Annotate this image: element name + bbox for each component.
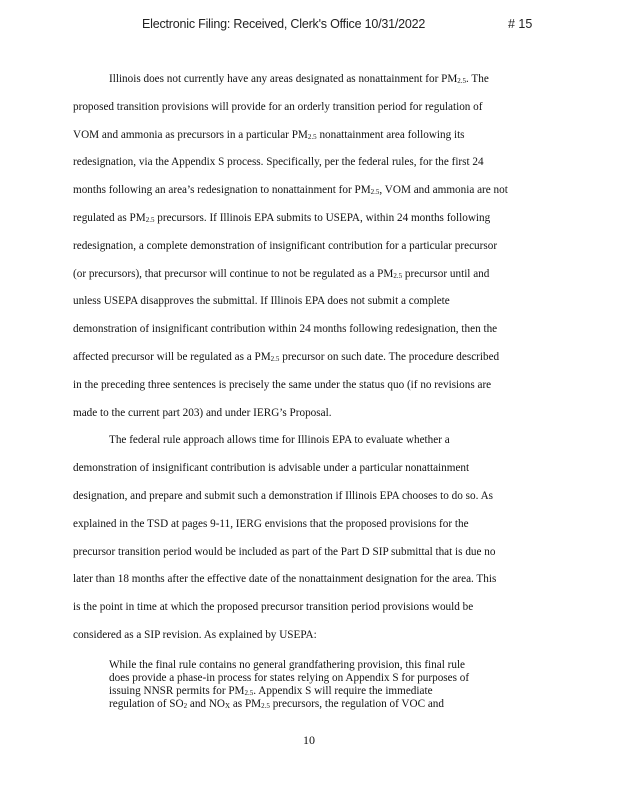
paragraph-line: affected precursor will be regulated as a $PM_{2.5}$ precursor on such date. The procedure described [73, 350, 500, 363]
paragraph-line: unless USEPA disapproves the submittal. If Illinois EPA does not submit a complete [73, 295, 450, 308]
paragraph-line: proposed transition provisions will provide for an orderly transition period for regulation of [73, 100, 483, 113]
filing-stamp: Electronic Filing: Received, Clerk's Office 10/31/2022 [142, 17, 426, 31]
paragraph-line: VOM and ammonia as precursors in a particular $PM_{2.5}$ nonattainment area following its [73, 128, 465, 141]
quote-line: issuing NNSR permits for $PM_{2.5}$. Appendix S will require the immediate [109, 685, 433, 697]
paragraph-line: later than 18 months after the effective date of the nonattainment designation for the area. This [73, 573, 497, 586]
paragraph-line: considered as a SIP revision. As explained by USEPA: [73, 628, 317, 641]
paragraph-line: demonstration of insignificant contribution within 24 months following redesignation, then the [73, 323, 498, 336]
quote-line: While the final rule contains no general grandfathering provision, this final rule [109, 659, 466, 671]
paragraph-line: The federal rule approach allows time for Illinois EPA to evaluate whether a [109, 434, 450, 447]
body-text [73, 72, 549, 656]
paragraph-line: (or precursors), that precursor will continue to not be regulated as a $PM_{2.5}$ precursor until and [73, 267, 490, 280]
paragraph-line: redesignation, a complete demonstration of insignificant contribution for a particular precursor [73, 239, 498, 252]
paragraph-line: in the preceding three sentences is precisely the same under the status quo (if no revisions are [73, 378, 492, 391]
paragraph-line: precursor transition period would be included as part of the Part D SIP submittal that is due no [73, 545, 496, 558]
document-number: # 15 [508, 17, 533, 31]
paragraph-line: months following an area’s redesignation to nonattainment for $PM_{2.5}$, VOM and ammonia are not [73, 184, 508, 197]
paragraph-line: is the point in time at which the proposed precursor transition period provisions would be [73, 601, 474, 614]
quote-line: does provide a phase-in process for states relying on Appendix S for purposes of [109, 672, 470, 684]
page-number: 10 [303, 733, 315, 747]
paragraph-line: Illinois does not currently have any areas designated as nonattainment for $PM_{2.5}$. The [109, 73, 489, 85]
block-quote [109, 659, 509, 711]
paragraph-line: demonstration of insignificant contribution is advisable under a particular nonattainment [73, 462, 470, 475]
quote-line: regulation of $SO_2$ and $NO_X$ as $PM_{2.5}$ precursors, the regulation of VOC and [109, 698, 444, 710]
paragraph-line: designation, and prepare and submit such a demonstration if Illinois EPA chooses to do so. As [73, 489, 493, 502]
paragraph-line: made to the current part 203) and under IERG’s Proposal. [73, 406, 332, 419]
paragraph-line: redesignation, via the Appendix S process. Specifically, per the federal rules, for the first 24 [73, 156, 484, 169]
paragraph-line: regulated as $PM_{2.5}$ precursors. If Illinois EPA submits to USEPA, within 24 months following [73, 211, 491, 224]
filing-header [0, 17, 618, 35]
paragraph-line: explained in the TSD at pages 9-11, IERG envisions that the proposed provisions for the [73, 517, 469, 530]
